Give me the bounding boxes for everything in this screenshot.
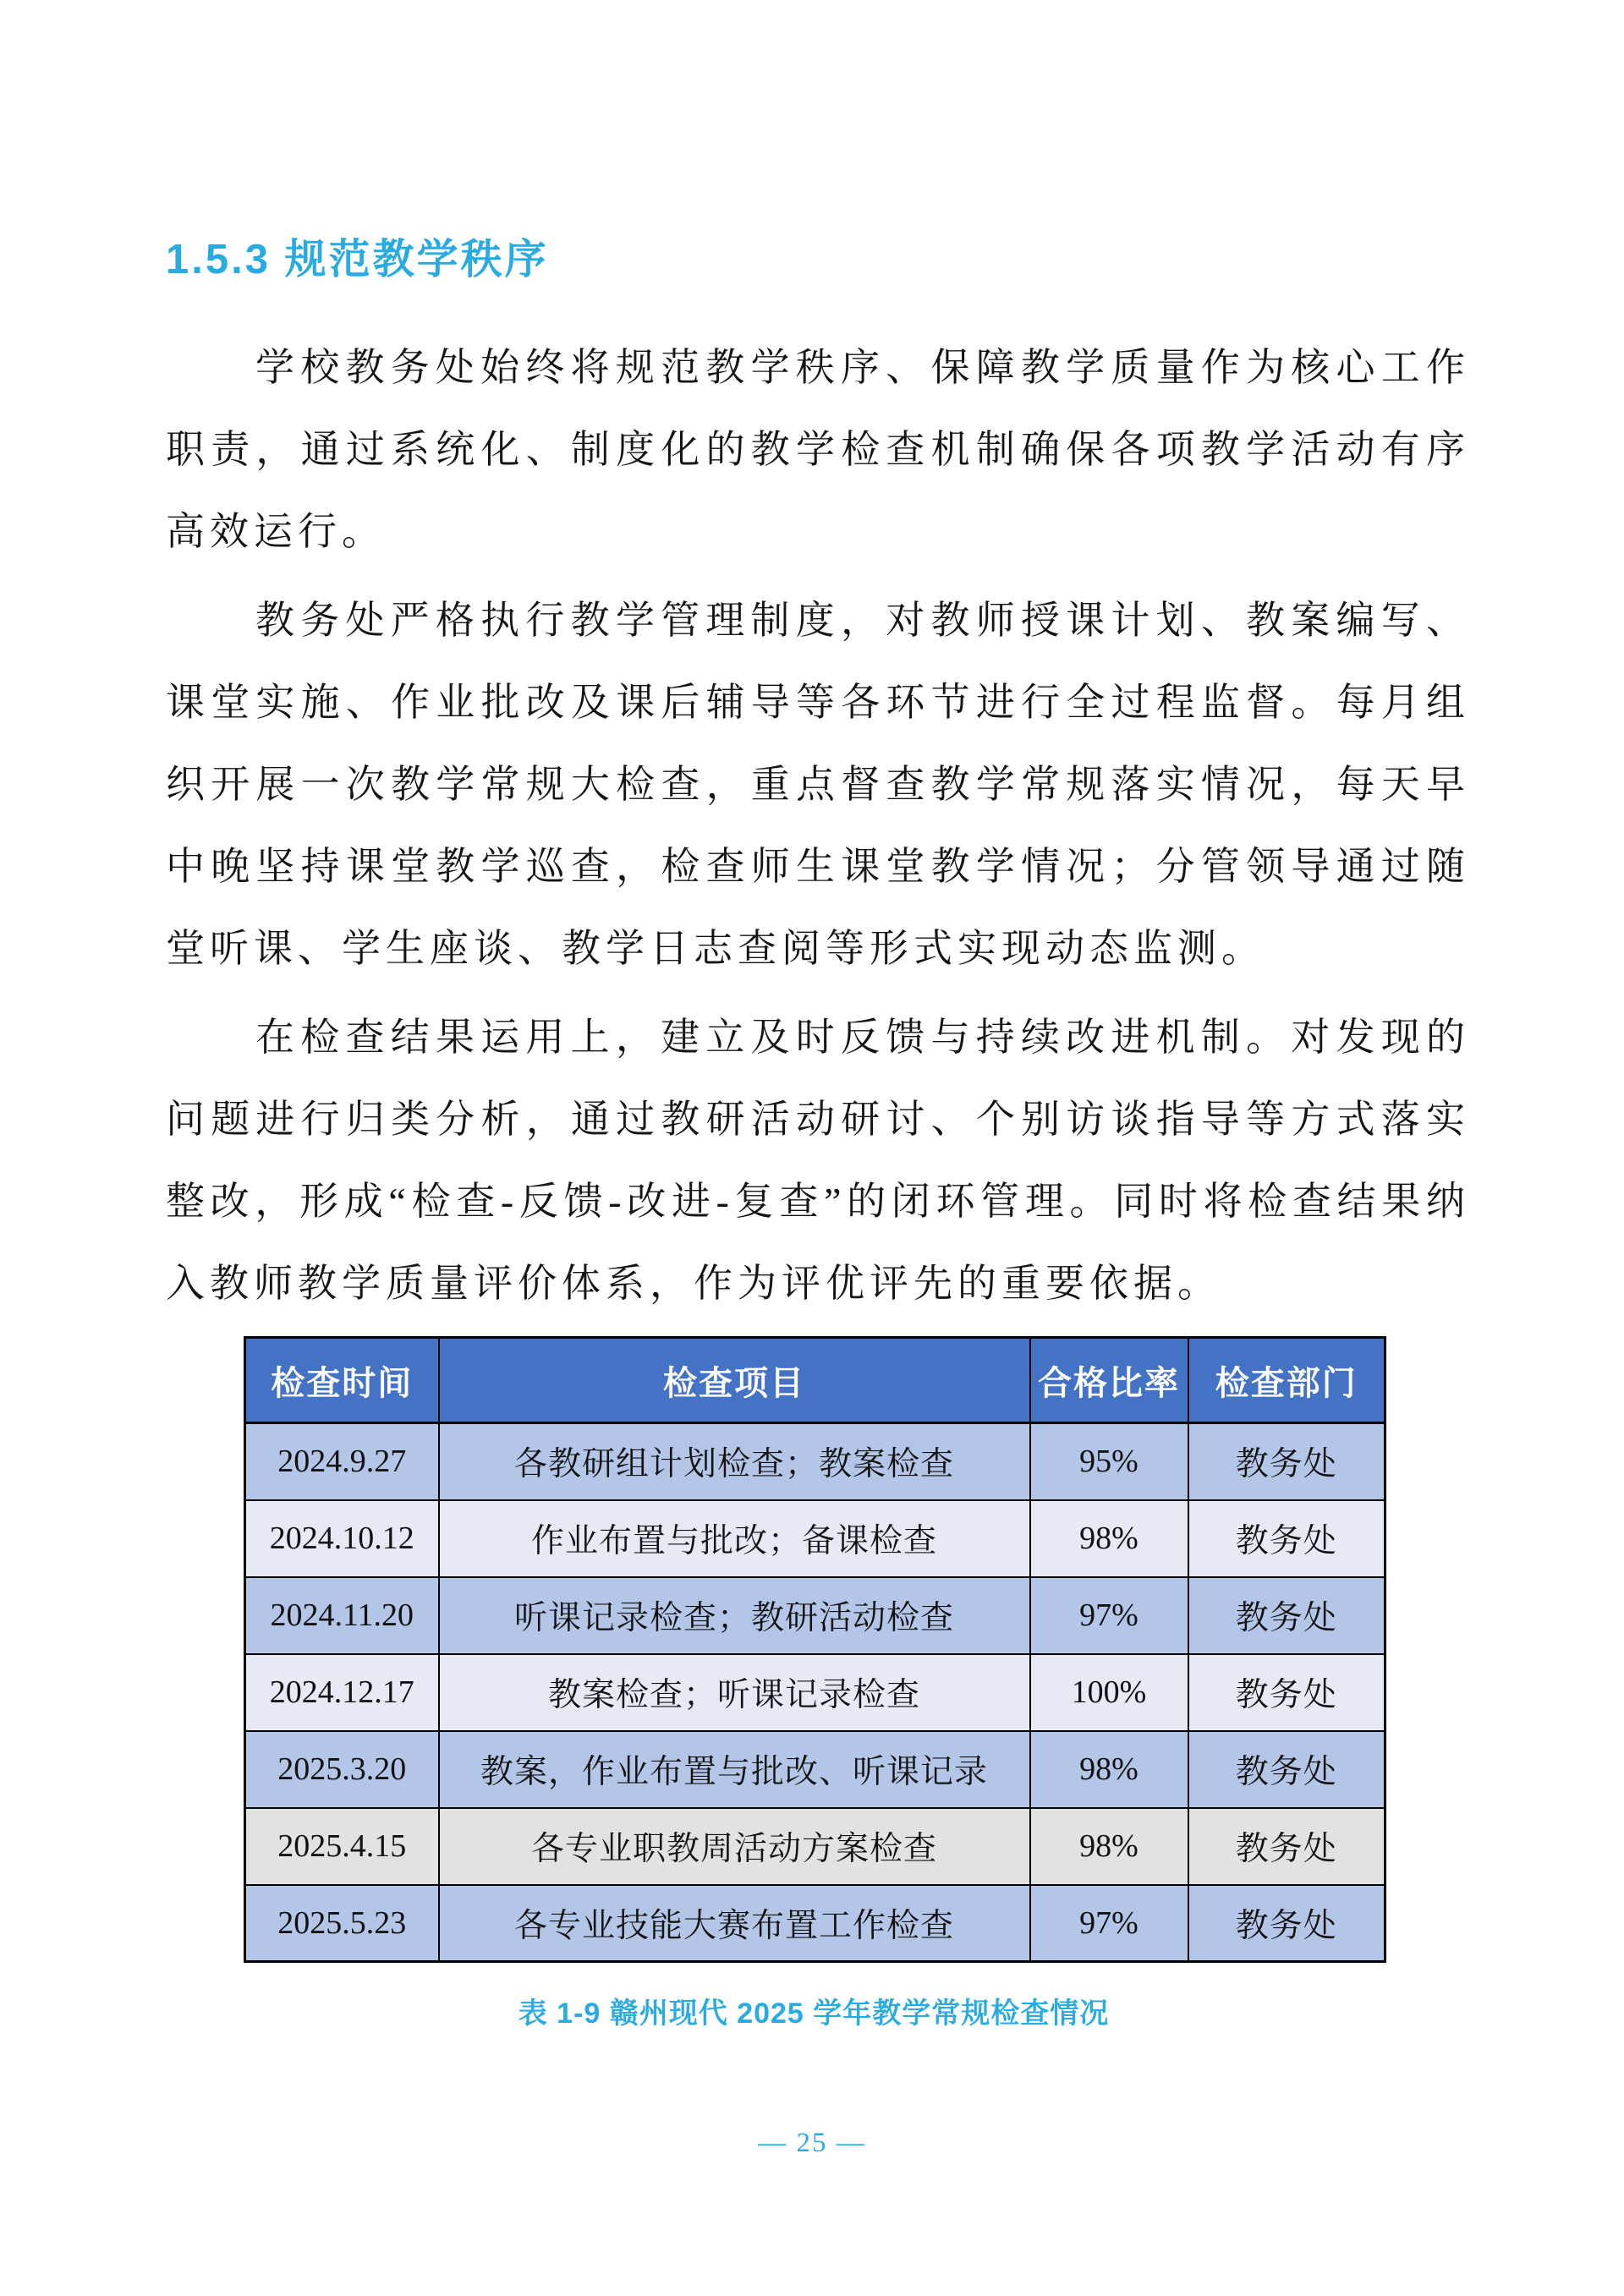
cell-check-dept: 教务处 — [1188, 1885, 1385, 1962]
cell-pass-rate: 97% — [1030, 1577, 1188, 1654]
cell-pass-rate: 98% — [1030, 1808, 1188, 1885]
cell-pass-rate: 98% — [1030, 1500, 1188, 1577]
cell-check-dept: 教务处 — [1188, 1654, 1385, 1731]
page-number: — 25 — — [758, 2128, 866, 2158]
cell-check-item: 教案，作业布置与批改、听课记录 — [439, 1731, 1030, 1808]
cell-check-item: 各专业技能大赛布置工作检查 — [439, 1885, 1030, 1962]
inspection-table-container — [244, 1336, 1384, 1963]
table-row — [245, 1423, 1385, 1500]
paragraph-3: 在检查结果运用上，建立及时反馈与持续改进机制。对发现的问题进行归类分析，通过教研活动研讨、个别访谈指导等方式落实整改，形成“检查-反馈-改进-复查”的闭环管理。同时将检查结果纳入教师教学质量评价体系，作为评优评先的重要依据。 — [166, 1016, 1470, 1305]
page-content — [166, 227, 1470, 2031]
table-header-row — [245, 1338, 1385, 1423]
cell-check-dept: 教务处 — [1188, 1500, 1385, 1577]
cell-pass-rate: 97% — [1030, 1885, 1188, 1962]
section-heading: 1.5.3 规范教学秩序 — [166, 237, 549, 282]
cell-pass-rate: 98% — [1030, 1731, 1188, 1808]
table-row — [245, 1808, 1385, 1885]
cell-check-time: 2024.12.17 — [245, 1654, 439, 1731]
cell-check-time: 2025.5.23 — [245, 1885, 439, 1962]
cell-check-time: 2025.3.20 — [245, 1731, 439, 1808]
cell-check-item: 教案检查；听课记录检查 — [439, 1654, 1030, 1731]
cell-pass-rate: 100% — [1030, 1654, 1188, 1731]
cell-pass-rate: 95% — [1030, 1423, 1188, 1500]
table-row — [245, 1731, 1385, 1808]
col-header-check-time: 检查时间 — [245, 1338, 439, 1423]
paragraph-1: 学校教务处始终将规范教学秩序、保障教学质量作为核心工作职责，通过系统化、制度化的教学检查机制确保各项教学活动有序高效运行。 — [166, 346, 1470, 553]
cell-check-time: 2025.4.15 — [245, 1808, 439, 1885]
cell-check-time: 2024.9.27 — [245, 1423, 439, 1500]
cell-check-item: 各教研组计划检查；教案检查 — [439, 1423, 1030, 1500]
cell-check-dept: 教务处 — [1188, 1423, 1385, 1500]
cell-check-item: 各专业职教周活动方案检查 — [439, 1808, 1030, 1885]
col-header-pass-rate: 合格比率 — [1030, 1338, 1188, 1423]
cell-check-dept: 教务处 — [1188, 1808, 1385, 1885]
col-header-check-item: 检查项目 — [439, 1338, 1030, 1423]
table-row — [245, 1654, 1385, 1731]
table-row — [245, 1885, 1385, 1962]
table-caption: 表 1-9 赣州现代 2025 学年教学常规检查情况 — [518, 1997, 1110, 2030]
cell-check-item: 听课记录检查；教研活动检查 — [439, 1577, 1030, 1654]
cell-check-dept: 教务处 — [1188, 1577, 1385, 1654]
paragraph-2: 教务处严格执行教学管理制度，对教师授课计划、教案编写、课堂实施、作业批改及课后辅导等各环节进行全过程监督。每月组织开展一次教学常规大检查，重点督查教学常规落实情况，每天早中晚坚持课堂教学巡查，检查师生课堂教学情况；分管领导通过随堂听课、学生座谈、教学日志查阅等形式实现动态监测。 — [166, 599, 1470, 970]
col-header-check-dept: 检查部门 — [1188, 1338, 1385, 1423]
cell-check-time: 2024.10.12 — [245, 1500, 439, 1577]
cell-check-item: 作业布置与批改；备课检查 — [439, 1500, 1030, 1577]
inspection-table — [244, 1336, 1386, 1963]
cell-check-time: 2024.11.20 — [245, 1577, 439, 1654]
table-row — [245, 1500, 1385, 1577]
cell-check-dept: 教务处 — [1188, 1731, 1385, 1808]
table-row — [245, 1577, 1385, 1654]
